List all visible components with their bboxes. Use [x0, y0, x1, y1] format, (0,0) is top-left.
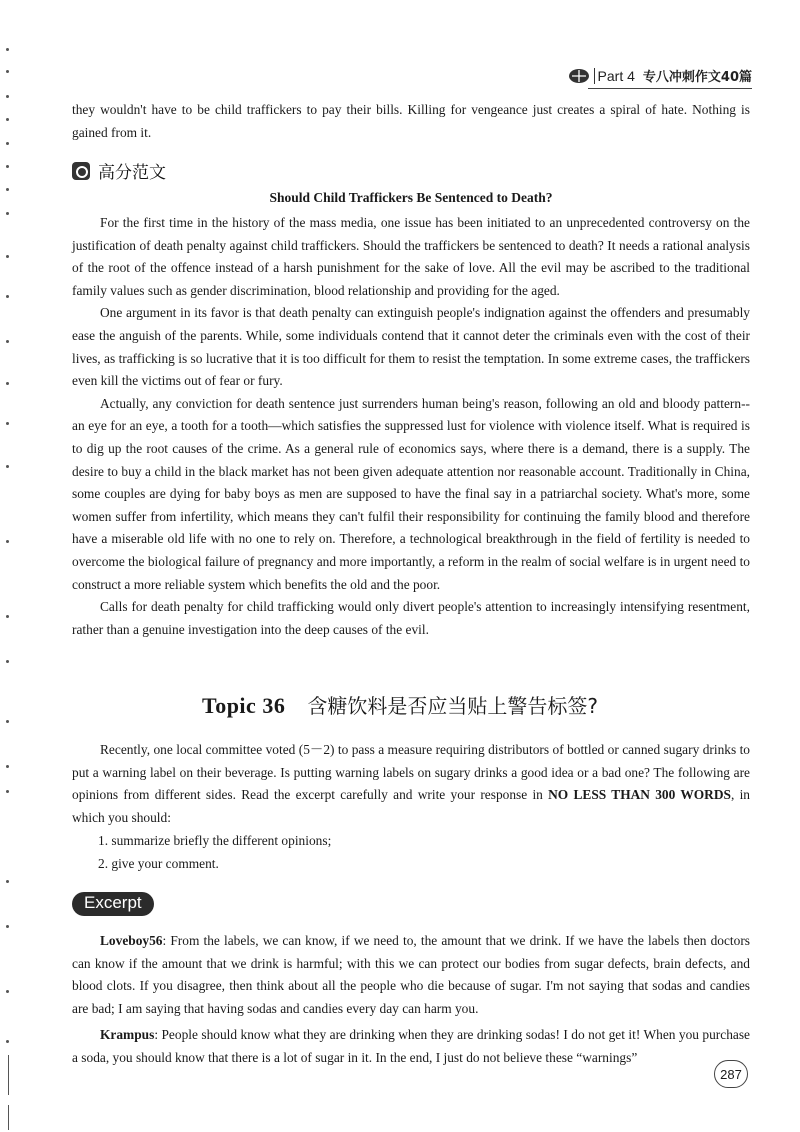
task-list — [98, 830, 331, 875]
excerpt-badge: Excerpt — [72, 892, 154, 916]
topic-prompt — [72, 739, 750, 829]
excerpt-body — [72, 930, 750, 1070]
essay-body — [72, 212, 750, 641]
essay-title: Should Child Traffickers Be Sentenced to Death? — [269, 190, 553, 205]
part-label: Part 4 — [594, 68, 635, 84]
task-item: 1. summarize briefly the different opinions; — [98, 833, 332, 848]
section-heading — [72, 158, 166, 183]
essay-paragraph: Calls for death penalty for child trafficking would only divert people's attention to increasingly intensifying resentment, rather than a genuine investigation into the deep causes of the evil. — [72, 599, 750, 637]
topic-title: 含糖饮料是否应当贴上警告标签? — [307, 694, 598, 718]
essay-paragraph: Actually, any conviction for death sentence just surrenders human being's reason, following an old and bloody pattern--an eye for an eye, a tooth for a tooth—which satisfies the suppressed lust for violence with violence itself. What is required is to dig up the root causes of the crime. As a general rule of economics says, where there is a demand, there is a supply. The desire to buy a child in the black market has not been given adequate attention nor reasonable account. Traditionally in China, some couples are dying for baby boys as men are supposed to have the final say in a patriarchal society. What's more, some women suffer from infertility, which means they can't fulfil their responsibility for continuing the family blood and therefore have a miserable old life with no one to rely on. Therefore, a technological breakthrough in the field of fertility is needed to overcome the biological failure of pregnancy and more importantly, a reform in the realm of social welfare is in urgent need to construct a more reliable system which benefits the old and the poor. — [72, 395, 750, 592]
book-logo-icon — [568, 67, 590, 85]
speaker-name: Krampus — [100, 1027, 155, 1043]
word-requirement: NO LESS THAN 300 WORDS — [548, 787, 731, 803]
excerpt-entry — [72, 1024, 750, 1069]
margin-marks — [4, 20, 14, 1120]
excerpt-entry — [72, 930, 750, 1020]
prompt-tail: , in which you should: — [72, 787, 750, 825]
speaker-name: Loveboy56 — [100, 933, 163, 948]
essay-paragraph: One argument in its favor is that death penalty can extinguish people's indignation against the offenders and presumably ease the anguish of the parents. While, some individuals contend that it cannot deter the criminals even with the cost of their lives, as trafficking is so lucrative that it is too difficult for them to resist the temptation. In some extreme cases, the traffickers even kill the victims out of fear or fury. — [72, 305, 750, 389]
margin-rule — [8, 1105, 9, 1130]
essay-paragraph: For the first time in the history of the mass media, one issue has been initiated to an unprecedented controversy on the justification of death penalty against child traffickers. Should the traffickers be sentenced to death? It needs a rational analysis of the root of the offence instead of a harsh punishment for the sake of love. All the evil may be ascribed to the traditional family values such as gender discrimination, blood relationship and providing for the aged. — [72, 215, 750, 298]
topic-number: Topic 36 — [202, 693, 286, 718]
series-title: 专八冲刺作文40篇 — [642, 70, 752, 85]
running-header — [568, 66, 752, 85]
prompt-intro: Recently, one local committee voted (5－2) to pass a measure requiring distributors of bottled or canned sugary drinks to put a warning label on their beverage. Is putting warning labels on sugary drinks a good idea or a bad one? The following are opinions from different sides. Read the excerpt carefully and write your response in — [72, 742, 750, 803]
fragment-paragraph: they wouldn't have to be child traffickers to pay their bills. Killing for vengeance just creates a spiral of hate. Nothing is gained from it. — [72, 102, 750, 140]
entry-text: : From the labels, we can know, if we need to, the amount that we drink. If we have the labels then doctors can know if the amount that we drink is harmful; with this we can protect our bodies from sugar defects, brain defects, and blood clots. If you disagree, then think about all the people who die because of sugar. I'm not saying that sodas and candies are bad; I am saying that having sodas and candies every day can harm you. — [72, 933, 750, 1016]
margin-rule — [8, 1055, 9, 1095]
previous-essay-fragment — [72, 99, 750, 144]
section-icon — [72, 162, 90, 180]
header-rule — [588, 88, 752, 89]
prompt-paragraph — [72, 739, 750, 829]
topic-heading — [0, 690, 800, 719]
page-number: 287 — [714, 1060, 748, 1088]
task-item: 2. give your comment. — [98, 855, 219, 871]
section-label: 高分范文 — [98, 163, 166, 183]
entry-text: : People should know what they are drinking when they are drinking sodas! I do not get it! When you purchase a soda, you should know that there is a lot of sugar in it. In the end, I just do not believe these “warnings” — [72, 1027, 750, 1065]
